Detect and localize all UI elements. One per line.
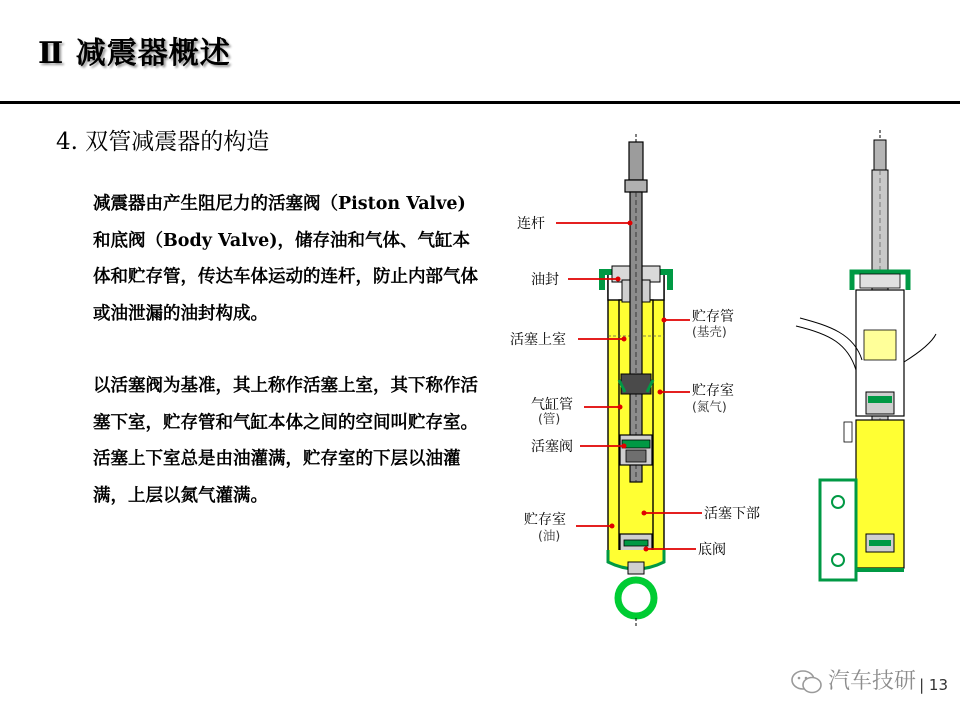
label-lower-chamber: 活塞下部 (704, 506, 760, 522)
label-cylinder-tube: 气缸管 (531, 397, 573, 413)
label-reservoir-oil: 贮存室 (524, 512, 566, 528)
assembled-absorber (796, 130, 936, 580)
section-heading: 4. 双管减震器的构造 (56, 129, 270, 155)
title-divider (0, 101, 960, 104)
label-upper-chamber: 活塞上室 (510, 332, 566, 348)
paragraph-3: 活塞上下室总是由油灌满，贮存室的下层以油灌满，上层以氮气灌满。 (93, 449, 461, 506)
watermark-text: 汽车技研 (828, 669, 917, 694)
paragraph-2: 以活塞阀为基准，其上称作活塞上室，其下称作活塞下室，贮存管和气缸本体之间的空间叫贮存室。 (93, 376, 478, 433)
watermark (790, 664, 916, 695)
body-text (93, 186, 478, 514)
wechat-icon (790, 669, 824, 695)
twin-tube-shock-absorber-diagram (500, 130, 960, 630)
label-reservoir-oil-sub: (油) (538, 528, 561, 543)
label-reservoir-gas: 贮存室 (692, 383, 734, 399)
label-rod: 连杆 (517, 216, 545, 232)
label-base-valve: 底阀 (698, 542, 726, 558)
label-piston-valve: 活塞阀 (531, 439, 573, 455)
label-cylinder-tube-sub: (管) (538, 411, 561, 426)
cutaway-absorber (602, 134, 670, 626)
label-reservoir-tube-sub: (基壳) (692, 324, 727, 339)
slide-title: Ⅱ 减震器概述 (38, 36, 231, 71)
paragraph-1: 减震器由产生阻尼力的活塞阀（Piston Valve)和底阀（Body Valve)，储存油和气体、气缸本体和贮存管，传达车体运动的连杆，防止内部气体或油泄漏的油封构成。 (93, 194, 478, 324)
label-reservoir-gas-sub: (氮气) (692, 399, 727, 414)
page-number: | 13 (919, 676, 948, 694)
label-reservoir-tube: 贮存管 (692, 309, 734, 325)
label-oil-seal: 油封 (531, 272, 559, 288)
